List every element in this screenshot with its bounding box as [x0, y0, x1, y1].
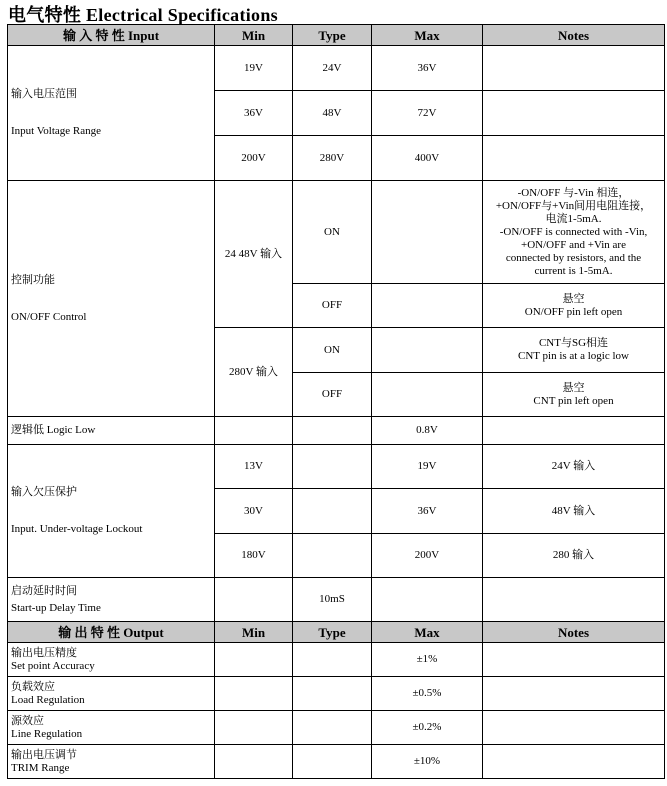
cell-type	[293, 677, 372, 711]
cell-min	[215, 745, 293, 779]
cell-max: 72V	[372, 91, 483, 136]
cell-notes	[483, 578, 665, 622]
cell-max: 0.8V	[372, 417, 483, 445]
cell-max	[372, 284, 483, 328]
control-group-280v: 280V 输入	[215, 328, 293, 417]
cell-min	[215, 643, 293, 677]
cell-max: ±1%	[372, 643, 483, 677]
cell-type	[293, 534, 372, 578]
cell-type	[293, 489, 372, 534]
notes-header: Notes	[483, 622, 665, 643]
cell-type	[293, 417, 372, 445]
cell-min	[215, 677, 293, 711]
cell-type: OFF	[293, 284, 372, 328]
cell-type: OFF	[293, 373, 372, 417]
min-header: Min	[215, 622, 293, 643]
cell-notes	[483, 417, 665, 445]
table-row	[8, 711, 665, 745]
table-row	[8, 745, 665, 779]
cell-notes: 悬空 CNT pin left open	[483, 373, 665, 417]
cell-min: 180V	[215, 534, 293, 578]
cell-max: 19V	[372, 445, 483, 489]
table-row	[8, 417, 665, 445]
cell-notes: CNT与SG相连 CNT pin is at a logic low	[483, 328, 665, 373]
cell-max: ±0.2%	[372, 711, 483, 745]
cell-type: ON	[293, 328, 372, 373]
cell-type: ON	[293, 181, 372, 284]
control-group-24-48v: 24 48V 输入	[215, 181, 293, 328]
min-header: Min	[215, 25, 293, 46]
cell-min	[215, 417, 293, 445]
cell-max: ±0.5%	[372, 677, 483, 711]
output-label: 输出电压精度 Set point Accuracy	[8, 643, 215, 677]
cell-min	[215, 711, 293, 745]
cell-notes	[483, 677, 665, 711]
cell-notes	[483, 745, 665, 779]
page-title: 电气特性 Electrical Specifications	[8, 5, 278, 25]
output-label: 输出电压调节 TRIM Range	[8, 745, 215, 779]
cell-type	[293, 711, 372, 745]
cell-max: 36V	[372, 46, 483, 91]
cell-notes: 280 输入	[483, 534, 665, 578]
cell-min: 19V	[215, 46, 293, 91]
table-row	[8, 181, 665, 284]
cell-max: 36V	[372, 489, 483, 534]
cell-type	[293, 445, 372, 489]
cell-max	[372, 373, 483, 417]
table-row	[8, 578, 665, 622]
type-header: Type	[293, 622, 372, 643]
cell-max: 200V	[372, 534, 483, 578]
input-voltage-label: 输入电压范围 Input Voltage Range	[8, 46, 215, 181]
cell-notes	[483, 643, 665, 677]
cell-notes	[483, 136, 665, 181]
cell-notes: 24V 输入	[483, 445, 665, 489]
cell-type	[293, 643, 372, 677]
cell-notes: 悬空 ON/OFF pin left open	[483, 284, 665, 328]
input-header: 输 入 特 性 Input	[8, 25, 215, 46]
cell-max: 400V	[372, 136, 483, 181]
output-label: 负载效应 Load Regulation	[8, 677, 215, 711]
cell-max	[372, 181, 483, 284]
cell-min: 13V	[215, 445, 293, 489]
cell-type: 10mS	[293, 578, 372, 622]
table-row	[8, 677, 665, 711]
table-row	[8, 46, 665, 91]
cell-max	[372, 328, 483, 373]
output-label: 源效应 Line Regulation	[8, 711, 215, 745]
notes-header: Notes	[483, 25, 665, 46]
cell-min: 200V	[215, 136, 293, 181]
cell-min	[215, 578, 293, 622]
cell-type: 24V	[293, 46, 372, 91]
cell-max	[372, 578, 483, 622]
startup-label: 启动延时时间 Start-up Delay Time	[8, 578, 215, 622]
cell-max: ±10%	[372, 745, 483, 779]
max-header: Max	[372, 25, 483, 46]
output-header-row	[8, 622, 665, 643]
cell-min: 30V	[215, 489, 293, 534]
control-label: 控制功能 ON/OFF Control	[8, 181, 215, 417]
cell-type: 280V	[293, 136, 372, 181]
max-header: Max	[372, 622, 483, 643]
input-header-row	[8, 25, 665, 46]
output-header: 输 出 特 性 Output	[8, 622, 215, 643]
cell-notes	[483, 711, 665, 745]
table-row	[8, 643, 665, 677]
cell-type: 48V	[293, 91, 372, 136]
uvlo-label: 输入欠压保护 Input. Under-voltage Lockout	[8, 445, 215, 578]
cell-notes	[483, 46, 665, 91]
cell-notes: -ON/OFF 与-Vin 相连， +ON/OFF与+Vin间用电阻连接， 电流1-5mA. -ON/OFF is connected with -Vin, +ON/OFF and +Vin are connected by resistors, and the current is 1-5mA.	[483, 181, 665, 284]
table-row	[8, 445, 665, 489]
cell-type	[293, 745, 372, 779]
cell-notes	[483, 91, 665, 136]
spec-table	[7, 24, 665, 779]
cell-notes: 48V 输入	[483, 489, 665, 534]
cell-min: 36V	[215, 91, 293, 136]
type-header: Type	[293, 25, 372, 46]
logic-low-label: 逻辑低 Logic Low	[8, 417, 215, 445]
